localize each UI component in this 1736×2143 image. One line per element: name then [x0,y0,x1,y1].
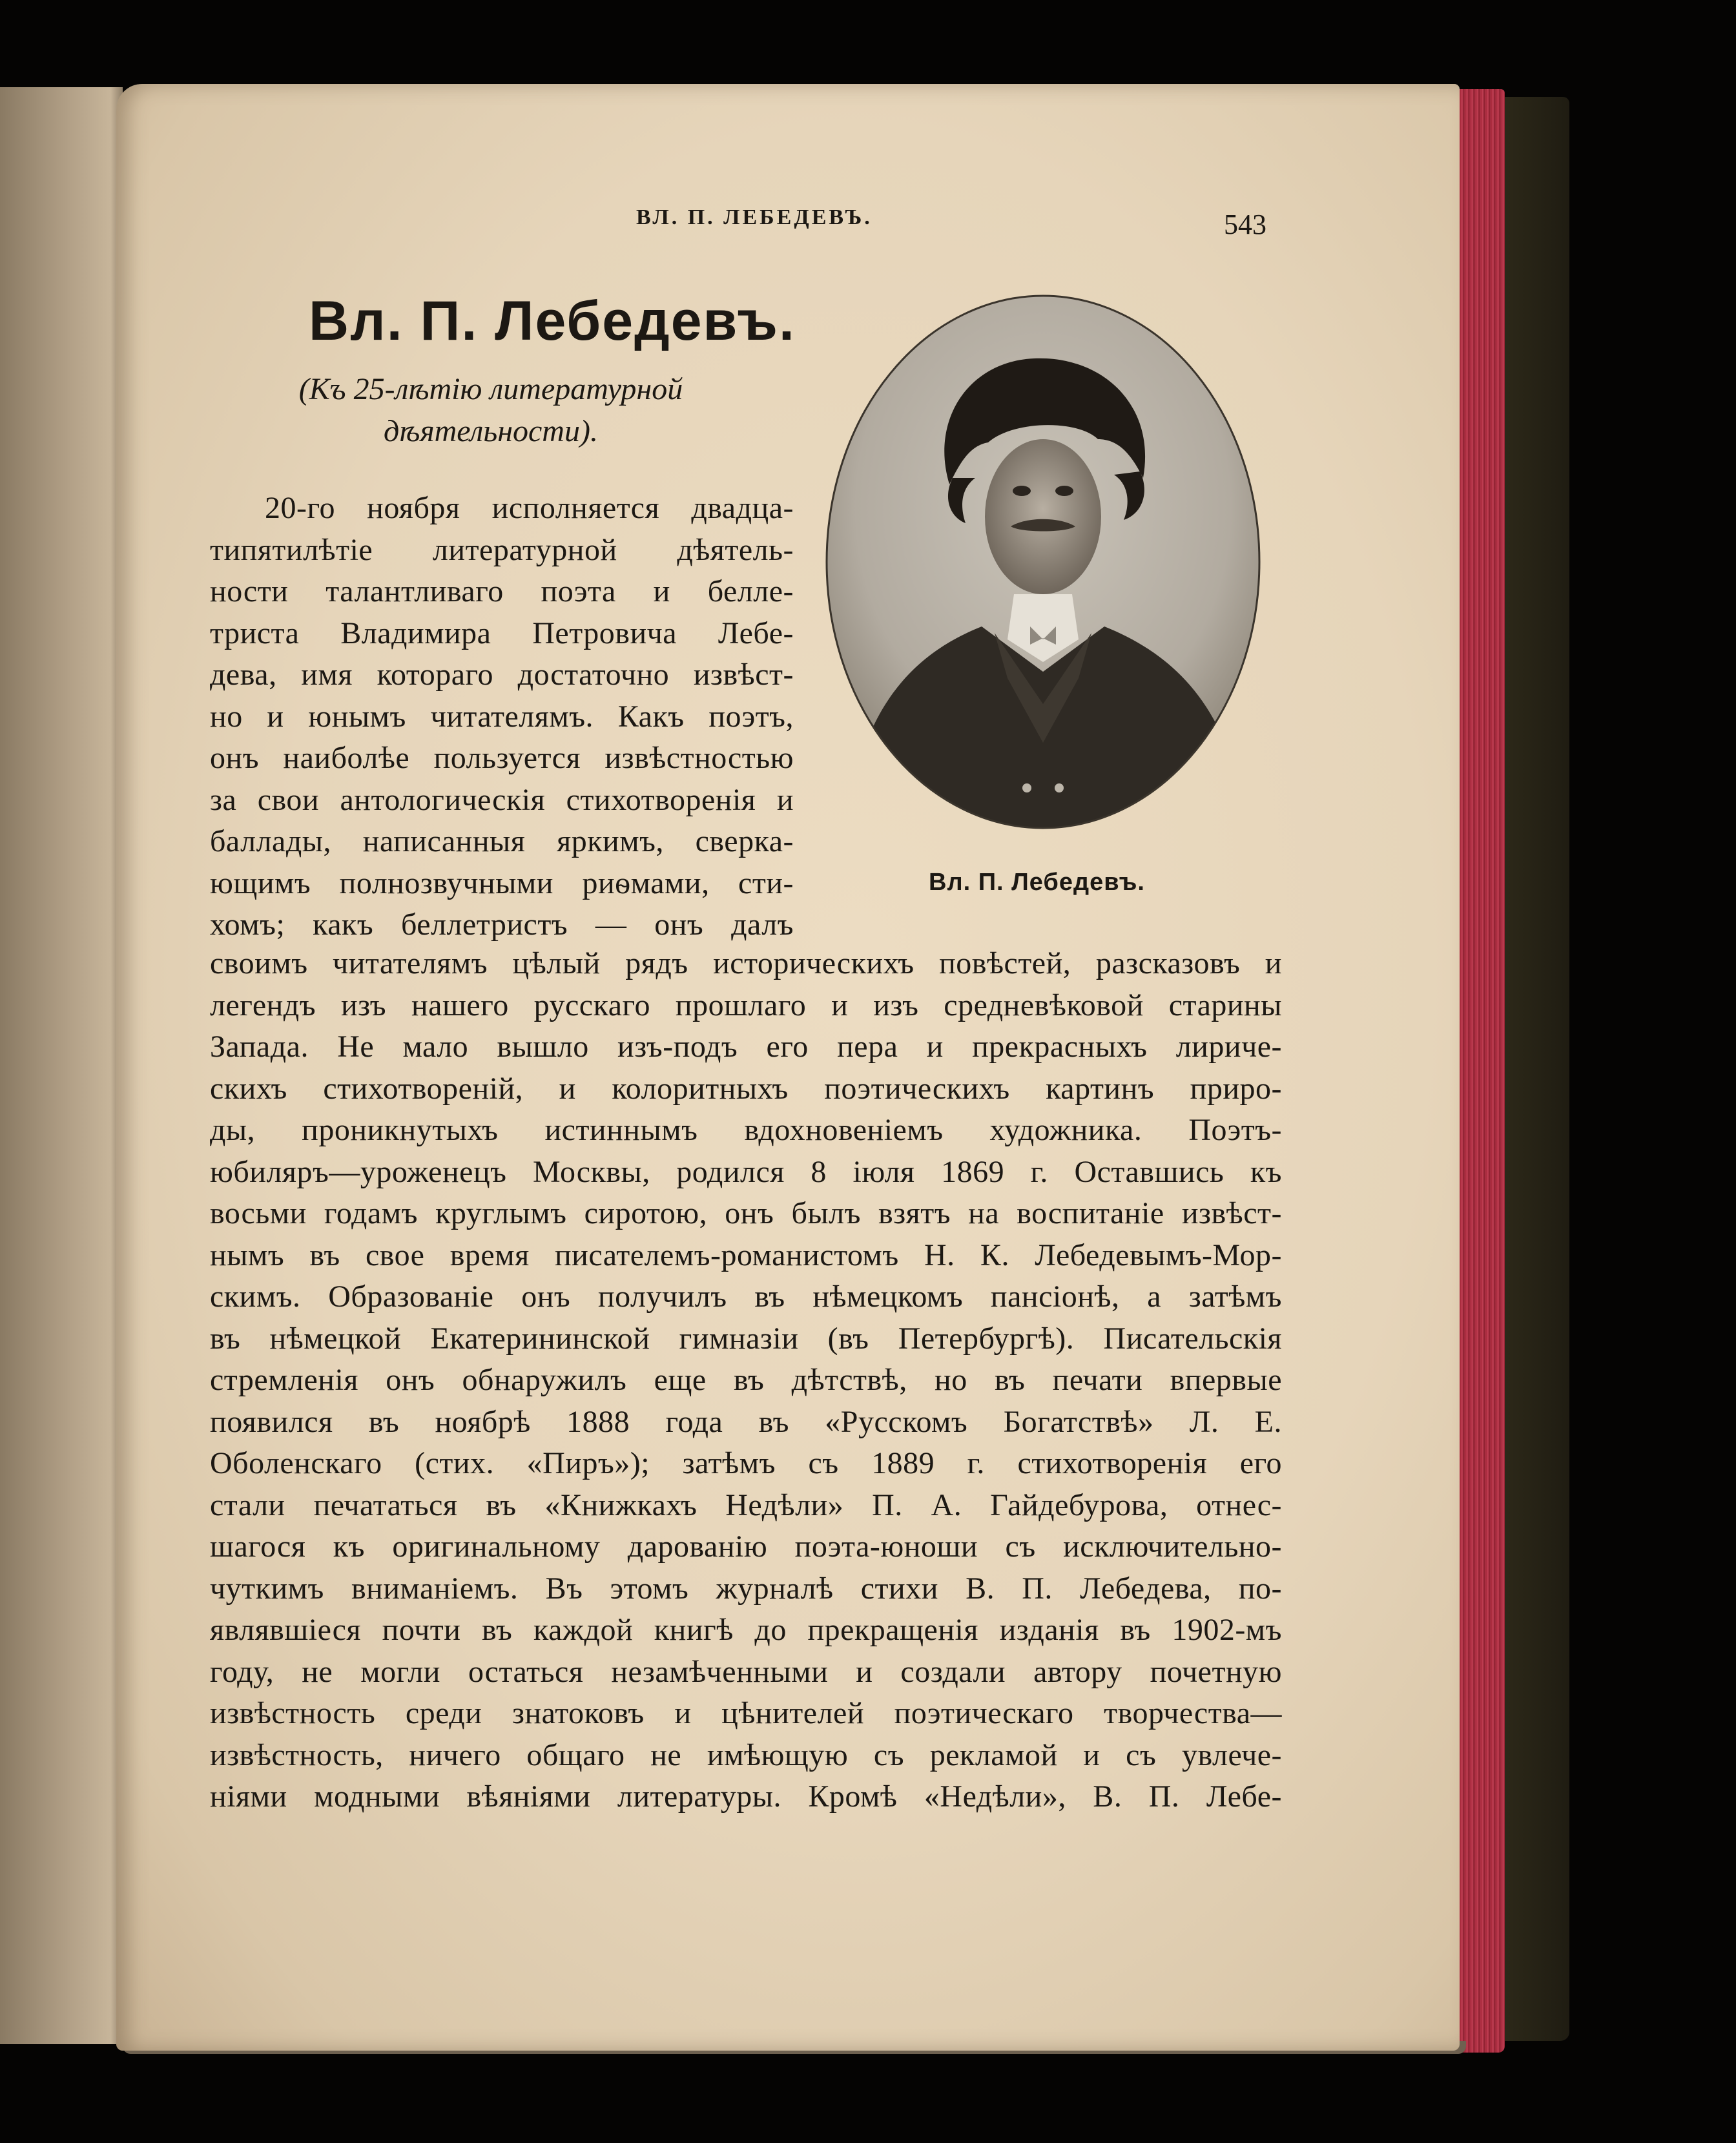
running-head: ВЛ. П. ЛЕБЕДЕВЪ. [636,205,873,229]
body-line: восьми годамъ круглымъ сиротою, онъ былъ взятъ на воспитаніе извѣст- [210,1196,1282,1230]
portrait-caption: Вл. П. Лебедевъ. [929,869,1145,896]
body-line: ности талантливаго поэта и белле- [210,574,794,608]
body-line: своимъ читателямъ цѣлый рядъ историческихъ повѣстей, разсказовъ и [210,946,1282,980]
body-line: но и юнымъ читателямъ. Какъ поэтъ, [210,699,794,734]
body-line: хомъ; какъ беллетристъ — онъ далъ [210,907,794,942]
body-line: легендъ изъ нашего русскаго прошлаго и изъ средневѣковой старины [210,988,1282,1022]
article-subtitle-line-2: дѣятельности). [384,414,598,448]
article-subtitle-line-1: (Къ 25-лѣтію литературной [298,372,683,406]
body-line: за свои антологическія стихотворенія и [210,782,794,817]
body-line: скихъ стихотвореній, и колоритныхъ поэтическихъ картинъ приро- [210,1071,1282,1106]
article-title: Вл. П. Лебедевъ. [309,290,796,352]
body-line: ды, проникнутыхъ истиннымъ вдохновеніемъ художника. Поэтъ- [210,1113,1282,1147]
body-line: ющимъ полнозвучными риѳмами, сти- [210,865,794,900]
body-line: извѣстность, ничего общаго не имѣющую съ рекламой и съ увлече- [210,1737,1282,1772]
body-line: типятилѣтіе литературной дѣятель- [210,532,794,567]
body-line: триста Владимира Петровича Лебе- [210,616,794,650]
body-line: 20-го ноября исполняется двадца- [265,491,794,525]
body-line: онъ наиболѣе пользуется извѣстностью [210,741,794,775]
body-line: году, не могли остаться незамѣченными и создали автору почетную [210,1654,1282,1689]
body-line: баллады, написанныя яркимъ, сверка- [210,824,794,858]
body-line: появился въ ноябрѣ 1888 года въ «Русскомъ Богатствѣ» Л. Е. [210,1404,1282,1439]
body-line: чуткимъ вниманіемъ. Въ этомъ журналѣ стихи В. П. Лебедева, по- [210,1571,1282,1606]
body-line: юбиляръ—уроженецъ Москвы, родился 8 іюля 1869 г. Оставшись къ [210,1154,1282,1189]
body-line: нымъ въ свое время писателемъ-романистомъ Н. К. Лебедевымъ-Мор- [210,1237,1282,1272]
body-line: скимъ. Образованіе онъ получилъ въ нѣмецкомъ пансіонѣ, а затѣмъ [210,1279,1282,1314]
body-line: стремленія онъ обнаружилъ еще въ дѣтствѣ, но въ печати впервые [210,1363,1282,1397]
portrait-photo [820,291,1266,833]
body-line: ніями модными вѣяніями литературы. Кромѣ «Недѣли», В. П. Лебе- [210,1779,1282,1814]
body-line: дева, имя котораго достаточно извѣст- [210,657,794,692]
page-number: 543 [1224,209,1266,240]
body-line: стали печататься въ «Книжкахъ Недѣли» П. А. Гайдебурова, отнес- [210,1487,1282,1522]
body-line: шагося къ оригинальному дарованію поэта-юноши съ исключительно- [210,1529,1282,1564]
body-line: являвшіеся почти въ каждой книгѣ до прекращенія изданія въ 1902-мъ [210,1613,1282,1647]
body-line: въ нѣмецкой Екатерининской гимназіи (въ Петербургѣ). Писательскія [210,1321,1282,1356]
body-line: извѣстность среди знатоковъ и цѣнителей поэтическаго творчества— [210,1696,1282,1730]
body-line: Оболенскаго (стих. «Пиръ»); затѣмъ съ 1889 г. стихотворенія его [210,1446,1282,1480]
left-page-edge [0,87,123,2044]
body-line: Запада. Не мало вышло изъ-подъ его пера и прекрасныхъ лириче- [210,1030,1282,1064]
